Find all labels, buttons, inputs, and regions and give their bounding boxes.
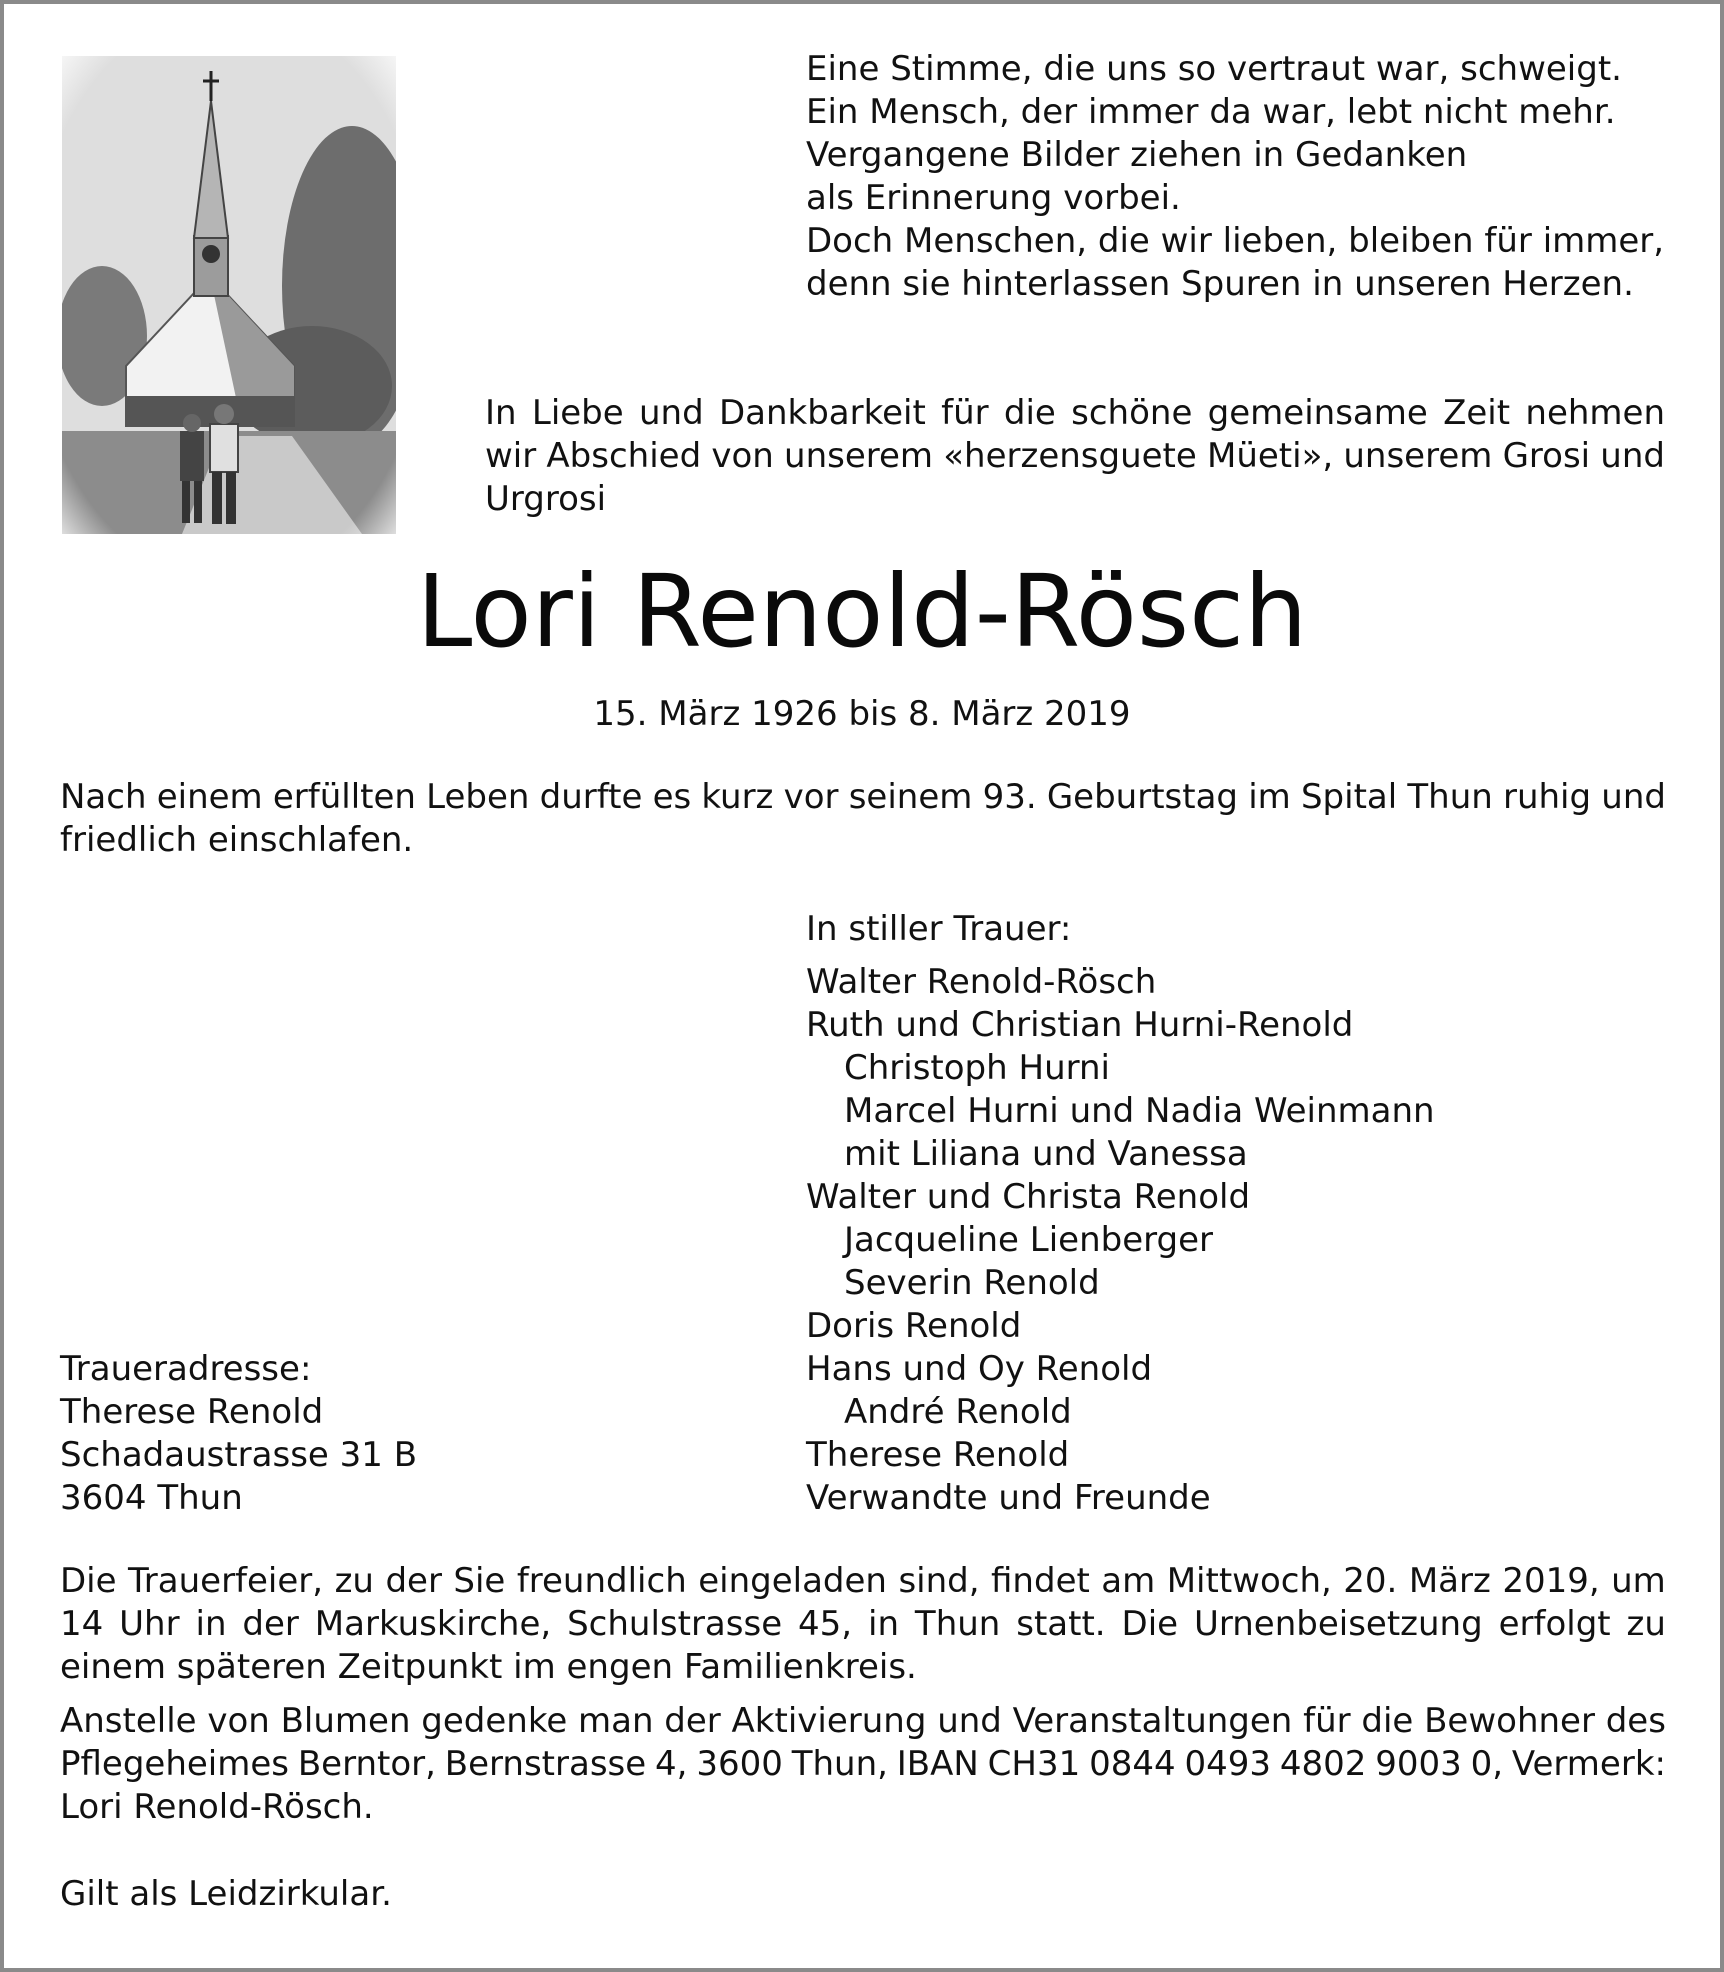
- mourner-name: Christoph Hurni: [844, 1048, 1110, 1088]
- mourner-name: André Renold: [844, 1392, 1072, 1432]
- mourner-name: Walter Renold-Rösch: [806, 962, 1157, 1002]
- address-heading: Traueradresse:: [60, 1349, 312, 1389]
- funeral-paragraph: [60, 1560, 1666, 1689]
- address-street: Schadaustrasse 31 B: [60, 1435, 418, 1475]
- poem-line: als Erinnerung vorbei.: [806, 178, 1181, 218]
- address-city: 3604 Thun: [60, 1478, 243, 1518]
- funeral-line: einem späteren Zeitpunkt im engen Familienkreis.: [60, 1647, 917, 1687]
- mourning-heading: In stiller Trauer:: [806, 909, 1072, 949]
- donation-line: Pflegeheimes Berntor, Bernstrasse 4, 3600 Thun, IBAN CH31 0844 0493 4802 9003 0, Vermerk:: [60, 1744, 1666, 1784]
- circular-note: Gilt als Leidzirkular.: [60, 1874, 392, 1914]
- intro-line: wir Abschied von unserem «herzensguete Müeti», unserem Grosi und: [485, 436, 1665, 476]
- funeral-line: 14 Uhr in der Markuskirche, Schulstrasse 45, in Thun statt. Die Urnenbeisetzung erfolgt zu: [60, 1604, 1666, 1644]
- mourner-name: Therese Renold: [806, 1435, 1070, 1475]
- donation-line: Lori Renold-Rösch.: [60, 1787, 374, 1827]
- poem-line: denn sie hinterlassen Spuren in unseren Herzen.: [806, 264, 1634, 304]
- mourner-name: Verwandte und Freunde: [806, 1478, 1211, 1518]
- life-line: Nach einem erfüllten Leben durfte es kurz vor seinem 93. Geburtstag im Spital Thun ruhig und: [60, 777, 1666, 817]
- mourner-name: Hans und Oy Renold: [806, 1349, 1153, 1389]
- funeral-line: Die Trauerfeier, zu der Sie freundlich eingeladen sind, findet am Mittwoch, 20. März 2019, um: [60, 1561, 1666, 1601]
- mourners-list: [806, 961, 1435, 1520]
- mourner-name: Walter und Christa Renold: [806, 1177, 1251, 1217]
- poem-line: Vergangene Bilder ziehen in Gedanken: [806, 135, 1468, 175]
- mourner-name: mit Liliana und Vanessa: [844, 1134, 1248, 1174]
- poem: [806, 48, 1664, 306]
- farewell-intro: [485, 392, 1665, 521]
- church-photo: [62, 56, 396, 534]
- deceased-name: Lori Renold-Rösch: [416, 553, 1308, 670]
- intro-line: Urgrosi: [485, 479, 607, 519]
- poem-line: Eine Stimme, die uns so vertraut war, schweigt.: [806, 49, 1622, 89]
- life-line: friedlich einschlafen.: [60, 820, 414, 860]
- donation-line: Anstelle von Blumen gedenke man der Aktivierung und Veranstaltungen für die Bewohner des: [60, 1701, 1666, 1741]
- life-dates: 15. März 1926 bis 8. März 2019: [593, 694, 1131, 734]
- mourner-name: Ruth und Christian Hurni-Renold: [806, 1005, 1354, 1045]
- mourner-name: Severin Renold: [844, 1263, 1100, 1303]
- mourner-name: Doris Renold: [806, 1306, 1022, 1346]
- donation-paragraph: [60, 1700, 1666, 1829]
- mourner-name: Jacqueline Lienberger: [844, 1220, 1213, 1260]
- address-name: Therese Renold: [60, 1392, 324, 1432]
- mourning-address: [60, 1348, 417, 1520]
- intro-line: In Liebe und Dankbarkeit für die schöne gemeinsame Zeit nehmen: [485, 393, 1665, 433]
- poem-line: Doch Menschen, die wir lieben, bleiben für immer,: [806, 221, 1665, 261]
- mourner-name: Marcel Hurni und Nadia Weinmann: [844, 1091, 1435, 1131]
- life-paragraph: [60, 776, 1666, 862]
- poem-line: Ein Mensch, der immer da war, lebt nicht mehr.: [806, 92, 1616, 132]
